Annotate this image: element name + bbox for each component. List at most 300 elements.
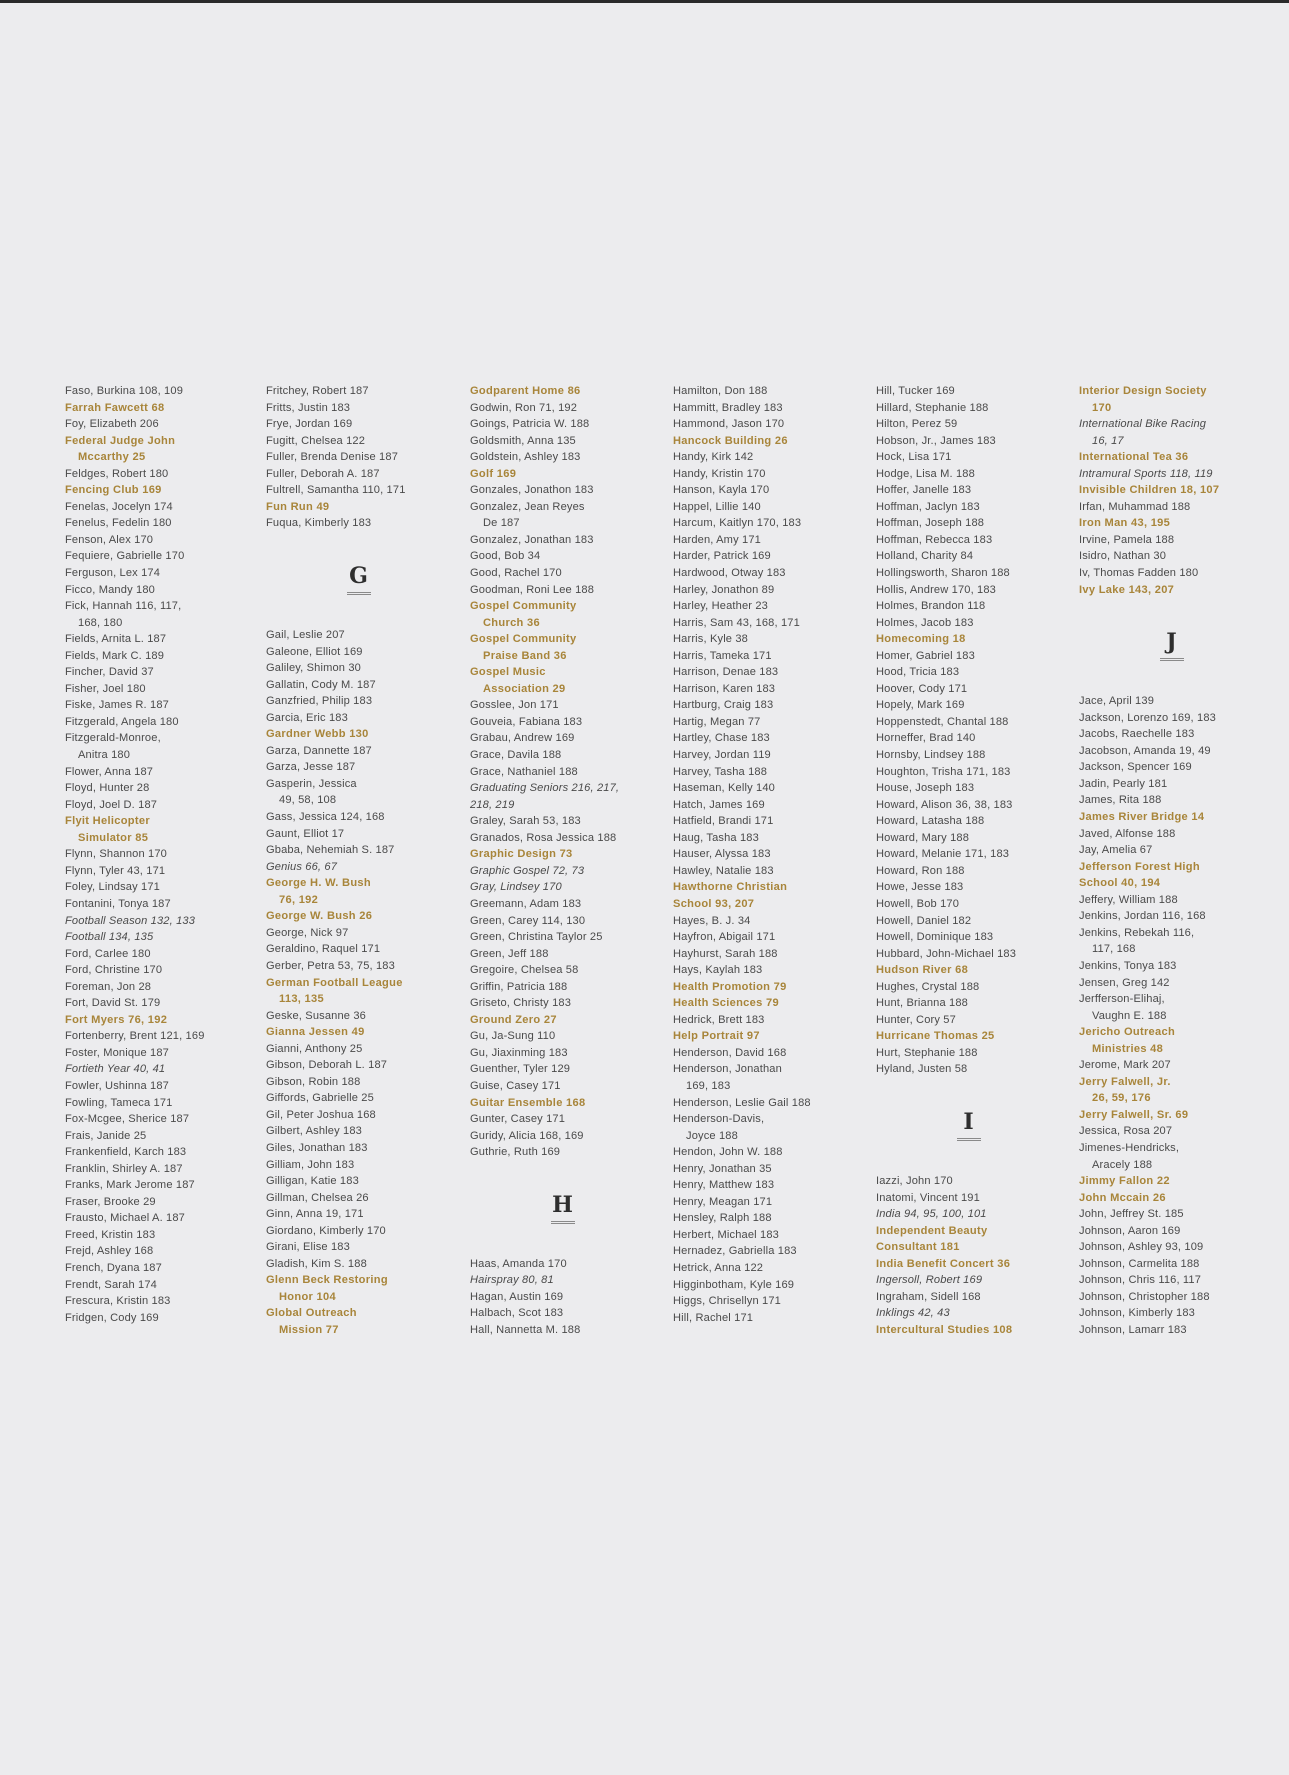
index-entry: Harrison, Denae 183 [673,666,779,679]
index-entry: Irfan, Muhammad 188 [1079,500,1191,513]
index-entry: Hornsby, Lindsey 188 [876,749,986,762]
index-entry: Harris, Sam 43, 168, 171 [673,616,800,629]
index-entry: Ginn, Anna 19, 171 [266,1208,364,1221]
index-entry: Gibson, Deborah L. 187 [266,1059,388,1072]
index-entry: Gilliam, John 183 [266,1158,355,1171]
index-entry: Ganzfried, Philip 183 [266,695,373,708]
index-entry: Johnson, Kimberly 183 [1079,1307,1195,1320]
index-entry: Feldges, Robert 180 [65,467,169,480]
index-entry-topic: Jimmy Fallon 22 [1079,1175,1170,1188]
index-entry: Henderson, Leslie Gail 188 [673,1096,811,1109]
index-entry: Hughes, Crystal 188 [876,980,980,993]
index-entry: Floyd, Joel D. 187 [65,798,158,811]
index-entry: Haug, Tasha 183 [673,831,759,844]
index-entry: Javed, Alfonse 188 [1079,827,1176,840]
index-entry: Gail, Leslie 207 [266,629,345,642]
index-entry: Fontanini, Tonya 187 [65,897,171,910]
index-entry: Fields, Arnita L. 187 [65,633,167,646]
index-entry: 49, 58, 108 [279,794,337,807]
index-entry: Jadin, Pearly 181 [1079,777,1168,790]
index-entry: Howard, Latasha 188 [876,815,985,828]
index-entry-topic: Graphic Design 73 [470,848,573,861]
index-entry-topic: Godparent Home 86 [470,385,581,397]
index-entry: Gladish, Kim S. 188 [266,1257,367,1270]
index-entry: Herbert, Michael 183 [673,1228,779,1241]
index-entry: Godwin, Ron 71, 192 [470,401,578,414]
index-entry: Graphic Gospel 72, 73 [470,864,585,877]
index-entry: Frankenfield, Karch 183 [65,1146,187,1159]
index-entry: Halbach, Scot 183 [470,1307,564,1320]
index-entry: Fenelus, Fedelin 180 [65,517,172,530]
section-letter-h [470,1177,655,1239]
index-entry: Grabau, Andrew 169 [470,732,575,745]
index-entry-topic: Hurricane Thomas 25 [876,1030,995,1043]
index-entry: Flower, Anna 187 [65,765,154,778]
index-entry: Granados, Rosa Jessica 188 [470,831,617,844]
index-entry: French, Dyana 187 [65,1261,162,1274]
index-entry: Howell, Daniel 182 [876,914,972,927]
index-entry: Faso, Burkina 108, 109 [65,385,184,397]
index-entry: Gonzales, Jonathon 183 [470,484,594,497]
index-entry: Isidro, Nathan 30 [1079,550,1167,563]
index-entry-topic: Gianna Jessen 49 [266,1026,365,1039]
index-entry: Hurt, Stephanie 188 [876,1046,978,1059]
index-entry: Goodman, Roni Lee 188 [470,583,595,596]
index-entry: Hayes, B. J. 34 [673,914,751,927]
index-entry: Hoffman, Joseph 188 [876,517,985,530]
index-entry: Gallatin, Cody M. 187 [266,678,376,691]
index-entry: Hawley, Natalie 183 [673,864,774,877]
index-entry: Fritchey, Robert 187 [266,385,369,397]
index-entry: Hedrick, Brett 183 [673,1013,765,1026]
index-entry: Inklings 42, 43 [876,1307,950,1320]
index-entry: Hollingsworth, Sharon 188 [876,567,1010,580]
index-entry: Higgs, Chrisellyn 171 [673,1295,781,1308]
index-entry: Inatomi, Vincent 191 [876,1191,980,1204]
index-entry: Guise, Casey 171 [470,1079,561,1092]
index-entry-topic: Ivy Lake 143, 207 [1079,583,1175,596]
index-entry: Henry, Matthew 183 [673,1179,775,1192]
index-entry: Harris, Kyle 38 [673,633,748,646]
index-entry: Harrison, Karen 183 [673,682,776,695]
index-entry: Goings, Patricia W. 188 [470,418,590,431]
index-entry: Iv, Thomas Fadden 180 [1079,567,1199,580]
index-entry: Gouveia, Fabiana 183 [470,715,583,728]
index-entry-topic: Global Outreach [266,1307,357,1320]
index-entry-topic: Consultant 181 [876,1241,960,1254]
index-entry: Griseto, Christy 183 [470,997,572,1010]
index-entry: Gu, Ja-Sung 110 [470,1030,556,1043]
index-entry: Harvey, Jordan 119 [673,749,771,762]
index-entry: Garcia, Eric 183 [266,711,348,724]
index-entry-topic: Fun Run 49 [266,500,330,513]
index-entry: Hatch, James 169 [673,798,765,811]
index-entry-topic: Association 29 [483,682,566,695]
index-entry: Ferguson, Lex 174 [65,567,161,580]
spacer [876,1078,1061,1095]
index-entry: Girani, Elise 183 [266,1241,350,1254]
index-entry: Fuller, Brenda Denise 187 [266,451,399,464]
index-entry: Franks, Mark Jerome 187 [65,1179,195,1192]
index-entry: Jerome, Mark 207 [1079,1059,1171,1072]
index-entry: Hays, Kaylah 183 [673,964,763,977]
index-entry: Fugitt, Chelsea 122 [266,434,366,447]
index-entry: 169, 183 [686,1079,731,1092]
index-entry: Giles, Jonathan 183 [266,1141,368,1154]
index-entry: Hammond, Jason 170 [673,418,785,431]
index-entry: India 94, 95, 100, 101 [876,1208,987,1221]
spacer [266,610,451,627]
index-entry: Hernadez, Gabriella 183 [673,1245,797,1258]
index-entry-topic: Jerry Falwell, Jr. [1079,1075,1171,1088]
index-entry: Hubbard, John-Michael 183 [876,947,1017,960]
column-3 [470,383,655,1339]
index-entry: Ford, Christine 170 [65,964,163,977]
index-entry: Haseman, Kelly 140 [673,782,775,795]
index-entry-topic: Gardner Webb 130 [266,728,369,741]
index-entry: Ford, Carlee 180 [65,947,151,960]
index-entry: Hensley, Ralph 188 [673,1212,772,1225]
index-entry-topic: International Tea 36 [1079,451,1189,464]
index-entry-topic: 170 [1092,401,1112,414]
index-entry: Fitzgerald, Angela 180 [65,715,179,728]
index-entry: Genius 66, 67 [266,860,338,873]
index-entry: Frescura, Kristin 183 [65,1295,171,1308]
index-entry: Harvey, Tasha 188 [673,765,768,778]
index-entry-topic: School 40, 194 [1079,877,1161,890]
index-entry: Gillman, Chelsea 26 [266,1191,369,1204]
index-entry: Fortenberry, Brent 121, 169 [65,1030,205,1043]
index-entry: Grace, Davila 188 [470,749,562,762]
index-entry: Henderson-Davis, [673,1113,765,1126]
index-entry-topic: Farrah Fawcett 68 [65,401,165,414]
index-entry-topic: Health Promotion 79 [673,980,787,993]
index-entry: Anitra 180 [78,749,131,762]
index-entry-topic: Praise Band 36 [483,649,567,662]
index-entry: Fuller, Deborah A. 187 [266,467,380,480]
index-entry: Harcum, Kaitlyn 170, 183 [673,517,802,530]
index-entry: Vaughn E. 188 [1092,1009,1167,1022]
index-entry: Howard, Melanie 171, 183 [876,848,1010,861]
index-entry: Hunt, Brianna 188 [876,997,968,1010]
index-entry: Hetrick, Anna 122 [673,1261,764,1274]
index-entry: Fiske, James R. 187 [65,699,169,712]
index-entry: Hairspray 80, 81 [470,1274,554,1287]
index-entry: Hamilton, Don 188 [673,385,768,397]
index-entry: Frendt, Sarah 174 [65,1278,157,1291]
index-entry: Frejd, Ashley 168 [65,1245,154,1258]
index-entry: Jay, Amelia 67 [1079,844,1153,857]
index-entry: Grace, Nathaniel 188 [470,765,578,778]
index-entry: Hoppenstedt, Chantal 188 [876,715,1009,728]
index-entry: Green, Christina Taylor 25 [470,931,603,944]
index-entry: Frais, Janide 25 [65,1129,147,1142]
index-entry: Henderson, David 168 [673,1046,787,1059]
index-entry: Hartburg, Craig 183 [673,699,774,712]
index-entry: Griffin, Patricia 188 [470,980,568,993]
column-2 [266,383,451,1339]
column-1 [65,383,250,1326]
index-entry-topic: Gospel Community [470,600,577,613]
index-entry-topic: Interior Design Society [1079,385,1207,397]
index-entry: Jacobson, Amanda 19, 49 [1079,744,1211,757]
index-entry: Johnson, Chris 116, 117 [1079,1274,1202,1287]
index-entry: Johnson, Aaron 169 [1079,1224,1181,1237]
index-entry-topic: Mission 77 [279,1323,339,1336]
index-entry: Green, Carey 114, 130 [470,914,586,927]
index-entry: Henderson, Jonathan [673,1063,782,1076]
index-entry: Iazzi, John 170 [876,1175,953,1188]
index-entry-topic: German Football League [266,976,403,989]
section-letter-glyph: I [963,1109,974,1136]
index-entry: Henry, Jonathan 35 [673,1162,772,1175]
index-entry: Galeone, Elliot 169 [266,645,363,658]
index-entry: Gasperin, Jessica [266,777,357,790]
index-entry: Fincher, David 37 [65,666,154,679]
index-entry-topic: George H. W. Bush [266,877,371,890]
index-entry: Houghton, Trisha 171, 183 [876,765,1011,778]
index-entry: Gilbert, Ashley 183 [266,1125,362,1138]
index-entry: Gianni, Anthony 25 [266,1042,363,1055]
index-entry: Howard, Ron 188 [876,864,965,877]
index-entry: Foster, Monique 187 [65,1046,169,1059]
index-entry: Fox-Mcgee, Sherice 187 [65,1113,190,1126]
index-entry: Holmes, Brandon 118 [876,600,986,613]
index-entry: 117, 168 [1092,943,1136,956]
index-entry-topic: Jefferson Forest High [1079,860,1200,873]
index-entry: Hayfron, Abigail 171 [673,931,776,944]
index-entry-topic: Invisible Children 18, 107 [1079,484,1220,497]
index-entry: Fortieth Year 40, 41 [65,1063,166,1076]
index-entry-topic: India Benefit Concert 36 [876,1257,1011,1270]
index-entry: Foley, Lindsay 171 [65,881,160,894]
index-entry: Gonzalez, Jean Reyes [470,500,585,513]
index-entry-topic: Honor 104 [279,1290,336,1303]
index-entry: Hyland, Justen 58 [876,1063,968,1076]
index-entry: Green, Jeff 188 [470,947,549,960]
index-entry: Ingersoll, Robert 169 [876,1274,983,1287]
index-entry: Gilligan, Katie 183 [266,1175,359,1188]
index-entry: Hood, Tricia 183 [876,666,960,679]
index-entry: Jacobs, Raechelle 183 [1079,728,1195,741]
index-entry: Hartley, Chase 183 [673,732,770,745]
index-entry: Jensen, Greg 142 [1079,976,1170,989]
index-entry: Good, Rachel 170 [470,567,562,580]
spacer [876,1157,1061,1174]
section-letter-rule [1160,658,1184,661]
column-6 [1079,383,1264,1339]
index-entry: George, Nick 97 [266,926,349,939]
index-entry: Hill, Rachel 171 [673,1311,754,1324]
spacer [266,532,451,549]
index-entry: Jerfferson-Elihaj, [1079,993,1165,1006]
index-entry: Gray, Lindsey 170 [470,881,562,894]
index-entry: Floyd, Hunter 28 [65,782,150,795]
index-entry: Guthrie, Ruth 169 [470,1146,561,1159]
index-entry: Frye, Jordan 169 [266,418,353,431]
index-entry: Jenkins, Jordan 116, 168 [1079,910,1206,923]
index-entry: Howard, Alison 36, 38, 183 [876,798,1013,811]
index-entry: Gass, Jessica 124, 168 [266,811,385,824]
index-entry: Harder, Patrick 169 [673,550,771,563]
index-entry: Fridgen, Cody 169 [65,1311,159,1324]
index-entry: Hendon, John W. 188 [673,1146,783,1159]
section-letter-glyph: J [1166,629,1177,656]
index-entry: Howell, Bob 170 [876,897,960,910]
index-entry-topic: School 93, 207 [673,897,755,910]
index-entry: Hollis, Andrew 170, 183 [876,583,997,596]
section-letter-j [1079,615,1264,677]
index-entry: Johnson, Lamarr 183 [1079,1323,1187,1336]
index-entry: Goldsmith, Anna 135 [470,434,576,447]
index-entry: Gosslee, Jon 171 [470,699,559,712]
index-entry: Geraldino, Raquel 171 [266,943,381,956]
index-entry-topic: James River Bridge 14 [1079,811,1205,824]
section-letter-rule [347,592,371,595]
index-entry: Fritts, Justin 183 [266,401,351,414]
index-entry: Frausto, Michael A. 187 [65,1212,185,1225]
index-entry-topic: Independent Beauty [876,1224,988,1237]
index-entry: Galiley, Shimon 30 [266,662,361,675]
index-entry: Hoffman, Rebecca 183 [876,533,993,546]
index-entry: Fenelas, Jocelyn 174 [65,500,173,513]
section-letter-glyph: H [552,1191,573,1218]
index-entry: Hagan, Austin 169 [470,1290,564,1303]
index-entry: Gerber, Petra 53, 75, 183 [266,959,395,972]
index-entry: Joyce 188 [686,1129,738,1142]
spacer [470,1161,655,1178]
index-entry: Fort, David St. 179 [65,997,161,1010]
index-entry-topic: Fencing Club 169 [65,484,162,497]
index-entry: Hanson, Kayla 170 [673,484,770,497]
index-entry: Harden, Amy 171 [673,533,761,546]
index-entry: Hock, Lisa 171 [876,451,952,464]
index-entry: Hilton, Perez 59 [876,418,958,431]
index-entry-topic: Golf 169 [470,467,517,480]
index-entry: Franklin, Shirley A. 187 [65,1162,183,1175]
index-entry: Howell, Dominique 183 [876,931,994,944]
index-entry: Hoffer, Janelle 183 [876,484,972,497]
index-entry: Jenkins, Tonya 183 [1079,959,1177,972]
spacer [1079,598,1264,615]
index-entry: Fitzgerald-Monroe, [65,732,161,745]
index-entry-topic: Glenn Beck Restoring [266,1274,388,1287]
index-entry: Jace, April 139 [1079,695,1155,708]
index-entry-topic: Flyit Helicopter [65,815,150,828]
index-entry: Fields, Mark C. 189 [65,649,165,662]
index-entry: Geske, Susanne 36 [266,1009,366,1022]
index-entry: Howard, Mary 188 [876,831,970,844]
index-entry-topic: Fort Myers 76, 192 [65,1013,168,1026]
index-entry: Horneffer, Brad 140 [876,732,976,745]
index-entry: Homer, Gabriel 183 [876,649,975,662]
index-entry-topic: Homecoming 18 [876,633,966,646]
index-entry-topic: Guitar Ensemble 168 [470,1096,586,1109]
index-entry-topic: Gospel Music [470,666,546,679]
index-entry: Graley, Sarah 53, 183 [470,815,581,828]
index-entry-topic: Ground Zero 27 [470,1013,557,1026]
index-entry-topic: Ministries 48 [1092,1042,1164,1055]
column-5 [876,383,1061,1339]
index-entry: Intramural Sports 118, 119 [1079,467,1213,480]
index-entry: Henry, Meagan 171 [673,1195,773,1208]
index-entry: Fisher, Joel 180 [65,682,146,695]
index-entry: International Bike Racing [1079,418,1207,431]
index-entry: Fuqua, Kimberly 183 [266,517,372,530]
index-entry: Foy, Elizabeth 206 [65,418,159,431]
index-entry: Handy, Kristin 170 [673,467,766,480]
index-entry: Gbaba, Nehemiah S. 187 [266,844,395,857]
index-entry-topic: 113, 135 [279,993,324,1006]
index-entry-topic: Simulator 85 [78,831,149,844]
index-entry: Hoffman, Jaclyn 183 [876,500,980,513]
index-entry: Johnson, Christopher 188 [1079,1290,1210,1303]
index-entry: Freed, Kristin 183 [65,1228,156,1241]
index-entry: Gaunt, Elliot 17 [266,827,345,840]
index-entry: Aracely 188 [1092,1158,1153,1171]
index-entry: Hopely, Mark 169 [876,699,965,712]
index-entry-topic: Church 36 [483,616,540,629]
column-4 [673,383,858,1326]
index-entry-topic: George W. Bush 26 [266,910,373,923]
index-entry-topic: Jerry Falwell, Sr. 69 [1079,1108,1189,1121]
section-letter-g [266,548,451,610]
index-entry: Ficco, Mandy 180 [65,583,155,596]
index-entry-topic: Federal Judge John [65,434,176,447]
index-entry: Harley, Heather 23 [673,600,768,613]
index-entry-topic: Iron Man 43, 195 [1079,517,1171,530]
index-entry: Haas, Amanda 170 [470,1257,567,1270]
index-entry: Graduating Seniors 216, 217, [470,782,620,795]
index-entry: 218, 219 [470,798,515,811]
index-entry: Harley, Jonathon 89 [673,583,775,596]
index-entry: Hauser, Alyssa 183 [673,848,771,861]
index-entry: Hobson, Jr., James 183 [876,434,996,447]
index-entry: Gu, Jiaxinming 183 [470,1046,568,1059]
index-entry-topic: Help Portrait 97 [673,1030,760,1043]
index-entry: Fraser, Brooke 29 [65,1195,156,1208]
index-entry: Garza, Dannette 187 [266,744,372,757]
index-entry: Hatfield, Brandi 171 [673,815,774,828]
index-entry: Flynn, Tyler 43, 171 [65,864,166,877]
index-entry: Garza, Jesse 187 [266,761,356,774]
index-entry: Guridy, Alicia 168, 169 [470,1129,584,1142]
index-entry: 16, 17 [1092,434,1124,447]
index-entry: Higginbotham, Kyle 169 [673,1278,795,1291]
index-entry: Fowling, Tameca 171 [65,1096,173,1109]
index-entry: Goldstein, Ashley 183 [470,451,581,464]
index-entry: Fick, Hannah 116, 117, [65,600,182,613]
section-letter-glyph: G [349,562,368,589]
index-entry: John, Jeffrey St. 185 [1079,1208,1184,1221]
index-entry: Fultrell, Samantha 110, 171 [266,484,406,497]
index-entry: Gregoire, Chelsea 58 [470,964,579,977]
index-entry: Good, Bob 34 [470,550,541,563]
index-entry: Jackson, Spencer 169 [1079,761,1192,774]
index-entry: Johnson, Carmelita 188 [1079,1257,1200,1270]
index-entry: Jessica, Rosa 207 [1079,1125,1173,1138]
index-entry: Giordano, Kimberly 170 [266,1224,386,1237]
index-entry: De 187 [483,517,520,530]
index-entry: Irvine, Pamela 188 [1079,533,1175,546]
index-entry-topic: Jericho Outreach [1079,1026,1176,1039]
index-entry: Hodge, Lisa M. 188 [876,467,975,480]
index-entry: Giffords, Gabrielle 25 [266,1092,374,1105]
index-entry: Hayhurst, Sarah 188 [673,947,778,960]
index-entry-topic: Hancock Building 26 [673,434,788,447]
index-entry-topic: Intercultural Studies 108 [876,1323,1013,1336]
index-entry: Harris, Tameka 171 [673,649,772,662]
